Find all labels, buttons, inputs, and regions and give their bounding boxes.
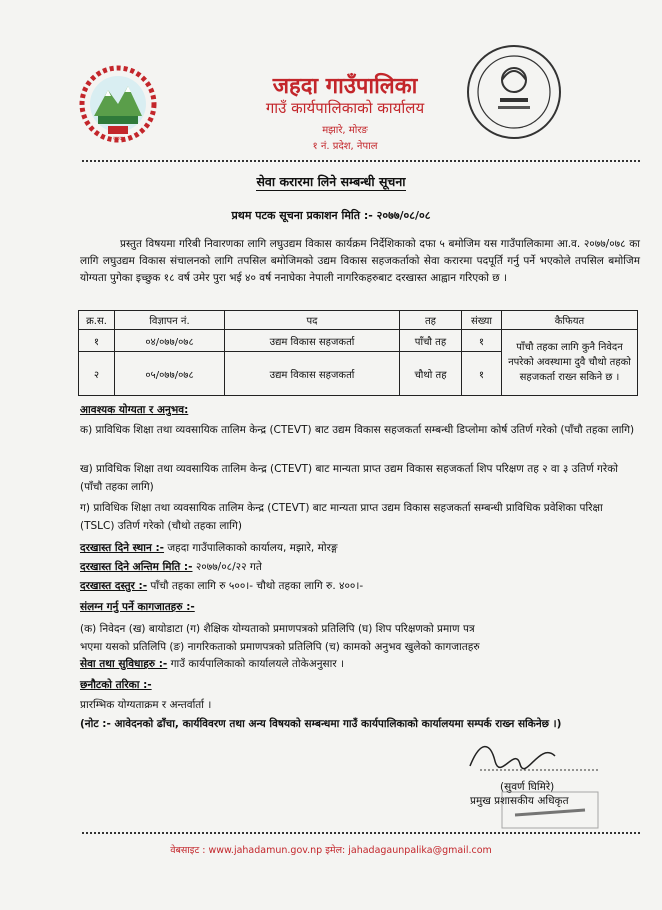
designation-stamp-icon — [500, 790, 600, 830]
table-header: संख्या — [462, 311, 502, 330]
table-header: विज्ञापन नं. — [115, 311, 225, 330]
svg-text:जहदा: जहदा — [112, 136, 124, 142]
office-province: १ नं. प्रदेश, नेपाल — [312, 141, 378, 152]
table-header: पद — [225, 311, 400, 330]
table-cell: उद्यम विकास सहजकर्ता — [225, 352, 400, 396]
application-deadline-value: २०७७/०८/२२ गते — [195, 561, 262, 573]
notice-intro: प्रस्तुत विषयमा गरिबी निवारणका लागि लघुउद्यम विकास कार्यक्रम निर्देशिकाको दफा ५ बमोजिम यस गाउँपालिकामा आ.व. २०७७/०७८ का लागि लघुउद्यम विकास संचालनको लागि तपसिल बमोजिमको उद्यम विकास सहजकर्ताको सेवा करारमा पदपूर्ति गर्नु पर्ने भएकोले तपसिल बमोजिम योग्यता पुगेका इच्छुक १८ वर्ष उमेर पुरा भई ४० वर्ष ननाघेका नेपाली नागरिकहरुबाट दरखास्त आह्वान गरिएको छ । — [80, 238, 640, 284]
qualification-item: ग) प्राविधिक शिक्षा तथा व्यवसायिक तालिम केन्द्र (CTEVT) बाट मान्यता प्राप्त उद्यम विकास सहजकर्ता सम्बन्धी प्राविधिक प्रवेशिका परिक्षा (TSLC) उतिर्ण गरेको (चौथो तहका लागि) — [80, 502, 603, 532]
signature-icon — [460, 736, 610, 776]
application-fee — [80, 579, 363, 593]
application-place-value: जहदा गाउँपालिकाको कार्यालय, मझारे, मोरङ्ग — [167, 542, 338, 554]
signatory-name: (सुवर्ण घिमिरे) — [500, 781, 555, 793]
table-header: क्र.स. — [79, 311, 115, 330]
table-remark: पाँचौ तहका लागि कुनै निवेदन नपरेको अवस्थामा दुवै चौथो तहको सहजकर्ता राख्न सकिने छ । — [502, 330, 638, 396]
application-place — [80, 541, 338, 555]
application-fee-label: दरखास्त दस्तुर :- — [80, 580, 148, 592]
application-fee-value: पाँचौ तहका लागि रु ५००।- चौथो तहका लागि रु. ४००।- — [150, 580, 364, 592]
contact-note: (नोट :- आवेदनको ढाँचा, कार्यविवरण तथा अन्य विषयको सम्बन्धमा गाउँ कार्यपालिकाको कार्यालयमा सम्पर्क राख्न सकिनेछ ।) — [80, 718, 562, 730]
table-row — [79, 330, 638, 352]
documents-line: (क) निवेदन (ख) बायोडाटा (ग) शैक्षिक योग्यताको प्रमाणपत्रको प्रतिलिपि (घ) शिप परिक्षणको प्रमाण पत्र — [80, 623, 475, 635]
table-cell: १ — [462, 330, 502, 352]
office-seal-icon — [462, 40, 566, 144]
table-cell: चौथो तह — [400, 352, 462, 396]
table-cell: १ — [462, 352, 502, 396]
application-place-label: दरखास्त दिने स्थान :- — [80, 542, 165, 554]
office-name: गाउँ कार्यपालिकाको कार्यालय — [265, 99, 425, 117]
table-cell: ०४/०७७/०७८ — [115, 330, 225, 352]
org-name: जहदा गाउँपालिका — [272, 74, 418, 99]
table-header-row — [79, 311, 638, 330]
table-cell: ०५/०७७/०७८ — [115, 352, 225, 396]
table-cell: २ — [79, 352, 115, 396]
footer-divider — [82, 832, 640, 834]
table-cell: उद्यम विकास सहजकर्ता — [225, 330, 400, 352]
qualification-item: क) प्राविधिक शिक्षा तथा व्यवसायिक तालिम केन्द्र (CTEVT) बाट उद्यम विकास सहजकर्ता सम्बन्धी डिप्लोमा कोर्ष उतिर्ण गरेको (पाँचौ तहका लागि) — [80, 424, 635, 436]
notice-subtitle: प्रथम पटक सूचना प्रकाशन मिति :- २०७७/०८/०८ — [231, 209, 431, 222]
qualification-heading: आवश्यक योग्यता र अनुभव: — [80, 404, 189, 416]
signatory-designation: प्रमुख प्रशासकीय अधिकृत — [470, 795, 569, 807]
table-cell: १ — [79, 330, 115, 352]
nepal-emblem-icon — [78, 64, 158, 144]
selection-method: प्रारम्भिक योग्यताक्रम र अन्तर्वार्ता । — [80, 699, 212, 711]
facilities-label: सेवा तथा सुविधाहरु :- — [80, 658, 168, 670]
application-deadline-label: दरखास्त दिने अन्तिम मिति :- — [80, 561, 193, 573]
notice-title: सेवा करारमा लिने सम्बन्धी सूचना — [256, 174, 406, 189]
table-header: कैफियत — [502, 311, 638, 330]
office-location: मझारे, मोरङ — [322, 125, 368, 136]
facilities — [80, 657, 344, 671]
vacancy-table — [78, 310, 638, 396]
facilities-value: गाउँ कार्यपालिकाको कार्यालयले तोकेअनुसार । — [170, 658, 344, 670]
application-deadline — [80, 560, 262, 574]
qualification-item: ख) प्राविधिक शिक्षा तथा व्यवसायिक तालिम केन्द्र (CTEVT) बाट मान्यता प्राप्त उद्यम विकास सहजकर्ता शिप परिक्षण तह २ वा ३ उतिर्ण गरेको (पाँचौ तहका लागि) — [80, 463, 619, 493]
footer-contact: वेबसाइट : www.jahadamun.gov.np इमेल: jahadagaunpalika@gmail.com — [170, 845, 492, 856]
selection-heading: छनौटको तरिका :- — [80, 679, 152, 691]
documents-heading: संलग्न गर्नु पर्ने कागजातहरु :- — [80, 601, 195, 613]
table-header: तह — [400, 311, 462, 330]
header-divider — [82, 160, 640, 162]
table-cell: पाँचौ तह — [400, 330, 462, 352]
documents-line: भएमा यसको प्रतिलिपि (ङ) नागरिकताको प्रमाणपत्रको प्रतिलिपि (च) कामको अनुभव खुलेको कागजातहरु — [80, 641, 480, 653]
